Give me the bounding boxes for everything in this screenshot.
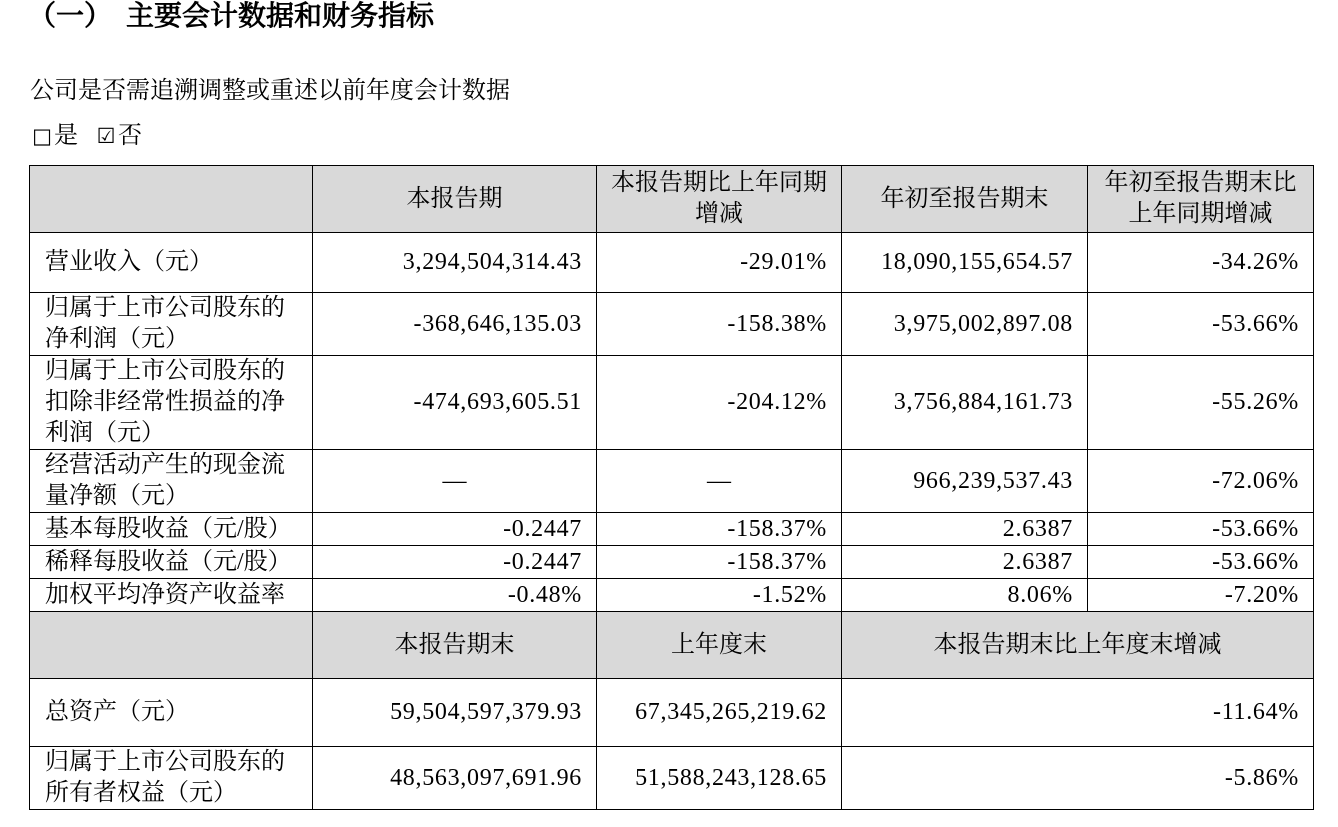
row-label: 基本每股收益（元/股）: [45, 515, 292, 542]
header-year-to-date-change: [1088, 166, 1314, 233]
header-current-period-change: [597, 166, 842, 233]
year-to-date-value: 2.6387: [842, 513, 1088, 546]
unchecked-box-icon: □: [32, 124, 52, 148]
row-label-cell: [30, 513, 313, 546]
section-title-text: 主要会计数据和财务指标: [126, 0, 435, 31]
header-period-end: [313, 612, 597, 679]
year-to-date-change-value: -53.66%: [1088, 293, 1314, 356]
current-period-value: -474,693,605.51: [313, 356, 597, 450]
current-period-change-value: -158.37%: [597, 513, 842, 546]
option-no-label: 否: [118, 123, 142, 149]
header-current-period-text: 本报告期: [406, 185, 503, 212]
header-year-to-date-change-text: 年初至报告期末比上年同期增减: [1104, 170, 1297, 227]
header-prior-year-end: [597, 612, 842, 679]
year-to-date-change-value: -53.66%: [1088, 546, 1314, 579]
section-number: （一）: [28, 0, 113, 31]
current-period-value: -0.2447: [313, 513, 597, 546]
header-period-end-change: [842, 612, 1314, 679]
current-period-change-value: -204.12%: [597, 356, 842, 450]
year-to-date-change-value: -53.66%: [1088, 513, 1314, 546]
current-period-change-value: -158.37%: [597, 546, 842, 579]
table-row-shareholders-equity: [30, 747, 1314, 810]
current-period-value: -0.2447: [313, 546, 597, 579]
balance-header-corner-cell: [30, 612, 313, 679]
prior-year-end-value: 67,345,265,219.62: [597, 679, 842, 747]
key-financial-data-table: [29, 165, 1314, 810]
row-label-cell: [30, 747, 313, 810]
row-label: 加权平均净资产收益率: [45, 581, 285, 608]
table-row-net-profit: [30, 293, 1314, 356]
table-row-basic-eps: [30, 513, 1314, 546]
header-period-end-change-text: 本报告期末比上年度末增减: [933, 631, 1222, 658]
current-period-change-value: -29.01%: [597, 233, 842, 293]
table-row-operating-cash-flow: [30, 450, 1314, 513]
row-label: 稀释每股收益（元/股）: [45, 548, 292, 575]
row-label-cell: [30, 450, 313, 513]
balance-header-row: [30, 612, 1314, 679]
year-to-date-value: 3,756,884,161.73: [842, 356, 1088, 450]
period-end-value: 59,504,597,379.93: [313, 679, 597, 747]
table-row-total-assets: [30, 679, 1314, 747]
option-yes: [30, 121, 78, 151]
year-to-date-change-value: -55.26%: [1088, 356, 1314, 450]
header-current-period-change-text: 本报告期比上年同期增减: [611, 170, 827, 227]
current-period-change-value: —: [597, 450, 842, 513]
row-label: 归属于上市公司股东的扣除非经常性损益的净利润（元）: [45, 358, 285, 446]
header-current-period: [313, 166, 597, 233]
restatement-options: [30, 121, 142, 151]
year-to-date-value: 2.6387: [842, 546, 1088, 579]
current-period-change-value: -158.38%: [597, 293, 842, 356]
table-header-row: [30, 166, 1314, 233]
row-label: 归属于上市公司股东的净利润（元）: [45, 295, 285, 352]
current-period-value: 3,294,504,314.43: [313, 233, 597, 293]
table-row-operating-revenue: [30, 233, 1314, 293]
table-row-diluted-eps: [30, 546, 1314, 579]
year-to-date-value: 8.06%: [842, 579, 1088, 612]
prior-year-end-value: 51,588,243,128.65: [597, 747, 842, 810]
row-label-cell: [30, 546, 313, 579]
year-to-date-change-value: -72.06%: [1088, 450, 1314, 513]
row-label-cell: [30, 356, 313, 450]
row-label: 营业收入（元）: [45, 249, 213, 275]
header-year-to-date: [842, 166, 1088, 233]
restatement-question: 公司是否需追溯调整或重述以前年度会计数据: [30, 78, 510, 104]
current-period-value: -368,646,135.03: [313, 293, 597, 356]
header-prior-year-end-text: 上年度末: [671, 631, 767, 658]
section-title: [28, 0, 434, 33]
year-to-date-change-value: -34.26%: [1088, 233, 1314, 293]
year-to-date-value: 966,239,537.43: [842, 450, 1088, 513]
header-year-to-date-text: 年初至报告期末: [880, 185, 1049, 212]
header-period-end-text: 本报告期末: [394, 631, 515, 658]
table-row-net-profit-excl-nonrecurring: [30, 356, 1314, 450]
option-no: [94, 121, 142, 151]
row-label-cell: [30, 293, 313, 356]
period-end-change-value: -5.86%: [842, 747, 1314, 810]
checked-box-icon: ☑: [96, 124, 116, 148]
current-period-value: —: [313, 450, 597, 513]
row-label: 归属于上市公司股东的所有者权益（元）: [45, 749, 285, 806]
option-yes-label: 是: [54, 123, 78, 149]
table-row-weighted-roe: [30, 579, 1314, 612]
period-end-change-value: -11.64%: [842, 679, 1314, 747]
row-label-cell: [30, 579, 313, 612]
header-corner-cell: [30, 166, 313, 233]
current-period-change-value: -1.52%: [597, 579, 842, 612]
row-label-cell: [30, 233, 313, 293]
current-period-value: -0.48%: [313, 579, 597, 612]
year-to-date-value: 18,090,155,654.57: [842, 233, 1088, 293]
period-end-value: 48,563,097,691.96: [313, 747, 597, 810]
row-label: 总资产（元）: [45, 699, 189, 725]
row-label-cell: [30, 679, 313, 747]
row-label: 经营活动产生的现金流量净额（元）: [45, 452, 285, 509]
year-to-date-value: 3,975,002,897.08: [842, 293, 1088, 356]
year-to-date-change-value: -7.20%: [1088, 579, 1314, 612]
